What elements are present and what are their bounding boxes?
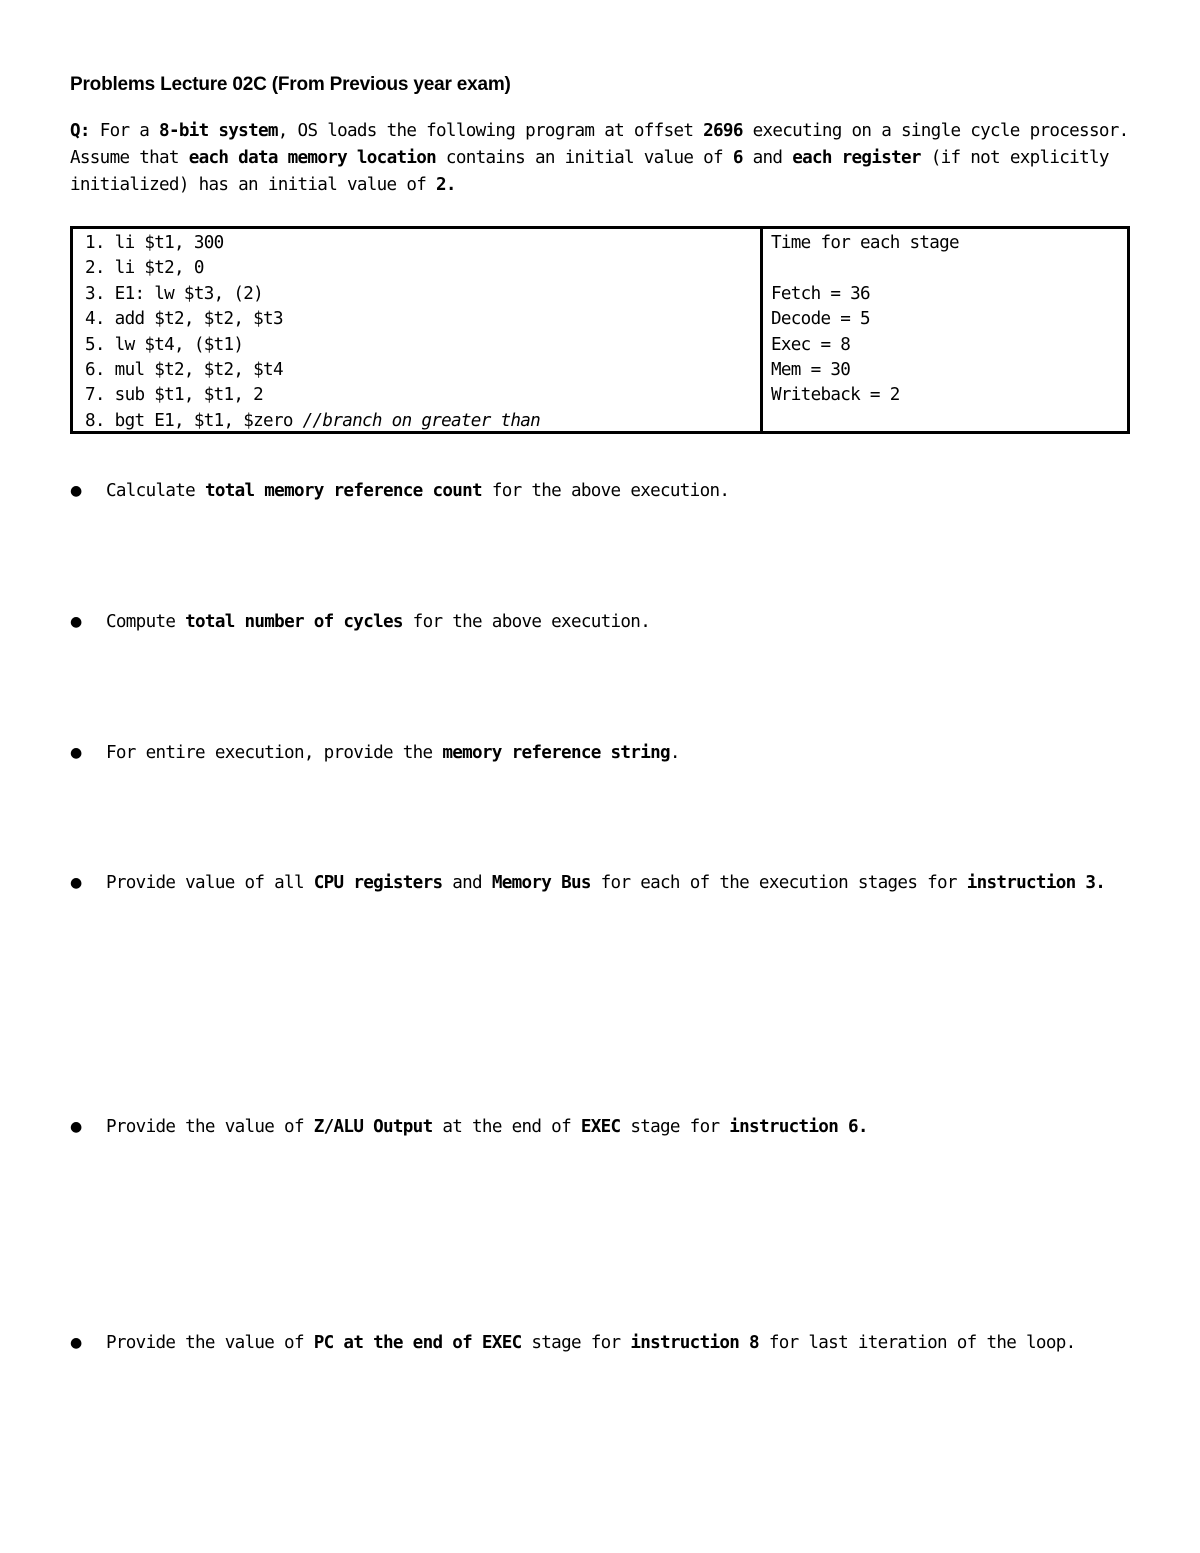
code-line-7: 7. sub $t1, $t1, 2 <box>85 385 264 406</box>
code-line-3: 3. E1: lw $t3, (2) <box>85 283 264 304</box>
bullet-dot-icon: ● <box>70 483 82 499</box>
question-text <box>70 118 1130 199</box>
bullet-bold: CPU registers <box>313 873 443 893</box>
bullet-part: Calculate <box>106 481 205 501</box>
bullet-dot-icon: ● <box>70 1119 82 1135</box>
code-line-8-comment: //branch on greater than <box>302 410 541 431</box>
bullet-cpu-registers <box>70 870 1132 897</box>
code-line-4: 4. add $t2, $t2, $t3 <box>85 309 283 330</box>
bullet-part: for the above execution. <box>402 612 651 632</box>
bullet-part: and <box>442 873 492 893</box>
stage-mem: Mem = 30 <box>771 359 851 380</box>
code-line-5: 5. lw $t4, ($t1) <box>85 334 244 355</box>
bullet-dot-icon: ● <box>70 745 82 761</box>
bullet-text <box>106 870 1132 897</box>
bullet-total-cycles <box>70 609 1132 636</box>
bullet-dot-icon: ● <box>70 614 82 630</box>
bullet-text <box>106 1114 1132 1141</box>
stage-exec: Exec = 8 <box>771 334 851 355</box>
code-line-8 <box>85 409 760 434</box>
stage-fetch: Fetch = 36 <box>771 283 870 304</box>
bullet-part: stage for <box>521 1333 631 1353</box>
question-part: and <box>742 148 793 168</box>
bullet-bold: total memory reference count <box>204 481 482 501</box>
code-line-2: 2. li $t2, 0 <box>85 258 204 279</box>
bullet-pc-value <box>70 1330 1132 1357</box>
bullet-bold: instruction 6. <box>729 1117 868 1137</box>
question-bold: 2. <box>436 175 456 195</box>
question-part: executing on a single cycle processor. Assume that <box>70 121 1129 168</box>
question-part: For a <box>89 121 160 141</box>
code-line-8-instruction: 8. bgt E1, $t1, $zero <box>85 410 303 431</box>
bullet-bold: total number of cycles <box>185 612 403 632</box>
page-title: Problems Lecture 02C (From Previous year exam) <box>70 74 511 95</box>
bullet-part: For entire execution, provide the <box>106 743 443 763</box>
bullet-bold: instruction 8 <box>630 1333 759 1353</box>
bullet-text <box>106 478 1132 505</box>
bullet-text <box>106 740 1132 767</box>
bullet-text <box>106 609 1132 636</box>
stage-writeback: Writeback = 2 <box>771 385 900 406</box>
code-line-6: 6. mul $t2, $t2, $t4 <box>85 359 283 380</box>
question-label: Q: <box>70 121 90 141</box>
bullet-bold: Memory Bus <box>491 873 591 893</box>
bullet-text <box>106 1330 1132 1357</box>
bullet-part: for each of the execution stages for <box>590 873 967 893</box>
question-part: contains an initial value of <box>436 148 733 168</box>
bullet-memory-reference-count <box>70 478 1132 505</box>
question-bold: 2696 <box>703 121 743 141</box>
bullet-part: Provide the value of <box>106 1117 314 1137</box>
stage-heading: Time for each stage <box>771 233 959 253</box>
bullet-bold: memory reference string <box>442 743 670 763</box>
question-bold: each register <box>792 148 921 168</box>
question-part: , OS loads the following program at offset <box>277 121 704 141</box>
code-line-1: 1. li $t1, 300 <box>85 233 224 253</box>
question-part: (if not explicitly initialized) has an initial value of <box>70 148 1109 195</box>
bullet-part: . <box>669 743 680 763</box>
bullet-bold: Z/ALU Output <box>313 1117 433 1137</box>
question-bold: each data memory location <box>188 148 437 168</box>
bullet-part: for last iteration of the loop. <box>758 1333 1076 1353</box>
program-table <box>70 226 1130 434</box>
bullet-part: Provide the value of <box>106 1333 314 1353</box>
bullet-bold: EXEC <box>580 1117 621 1137</box>
bullet-bold: instruction 3. <box>966 873 1106 893</box>
bullet-alu-output <box>70 1114 1132 1141</box>
program-code <box>73 229 763 431</box>
stage-times <box>763 229 1127 431</box>
bullet-memory-reference-string <box>70 740 1132 767</box>
bullet-dot-icon: ● <box>70 875 82 891</box>
stage-decode: Decode = 5 <box>771 309 870 330</box>
bullet-part: for the above execution. <box>481 481 730 501</box>
bullet-part: stage for <box>620 1117 730 1137</box>
question-bold: 6 <box>732 148 743 168</box>
bullet-part: Provide value of all <box>106 873 314 893</box>
bullet-dot-icon: ● <box>70 1335 82 1351</box>
bullet-part: Compute <box>106 612 186 632</box>
stage-spacer <box>771 256 1127 281</box>
bullet-bold: PC at the end of EXEC <box>313 1333 522 1353</box>
question-bold: 8-bit system <box>159 121 278 141</box>
bullet-part: at the end of <box>432 1117 581 1137</box>
